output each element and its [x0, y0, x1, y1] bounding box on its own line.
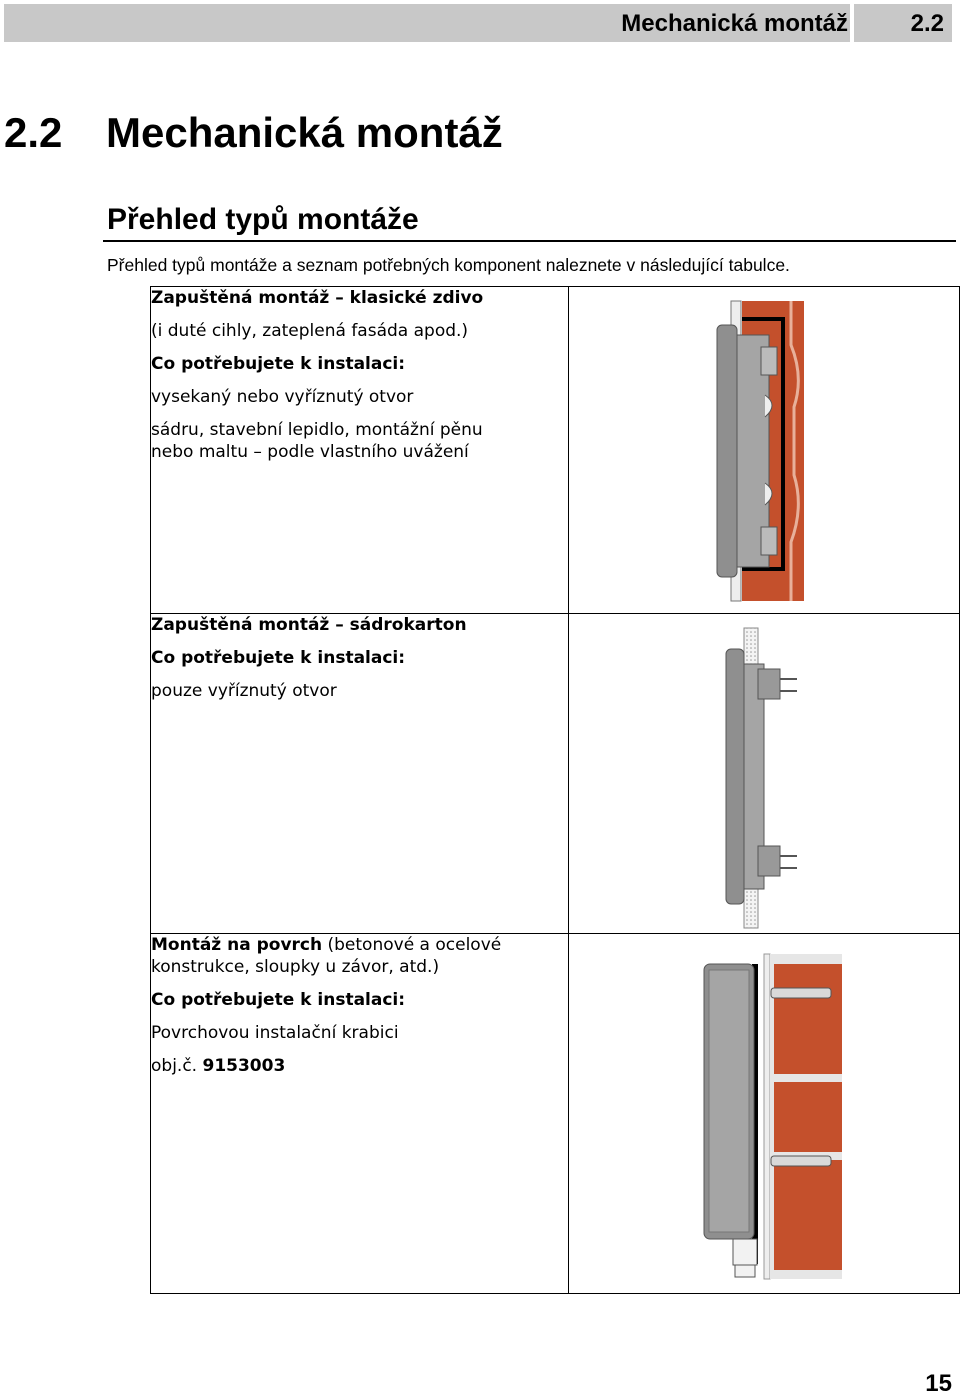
diagram-cell-drywall [569, 614, 960, 934]
order-number: 9153003 [202, 1056, 286, 1076]
header-section-number: 2.2 [910, 10, 944, 37]
table-row [151, 614, 960, 934]
flush-drywall-diagram [569, 614, 959, 932]
row-title: Zapuštěná montáž – klasické zdivo [151, 288, 484, 308]
requirement-item: sádru, stavební lepidlo, montážní pěnu [151, 420, 483, 440]
section-heading [4, 108, 503, 158]
subheading: Přehled typů montáže [107, 203, 419, 236]
section-title: Mechanická montáž [106, 109, 503, 156]
row-title: Zapuštěná montáž – sádrokarton [151, 615, 467, 635]
row-title-line2: konstrukce, sloupky u závor, atd.) [151, 957, 440, 977]
row-subtitle: (i duté cihly, zateplená fasáda apod.) [151, 321, 469, 341]
subheading-rule [103, 240, 956, 242]
order-number-line [151, 1055, 568, 1077]
requirements-label: Co potřebujete k instalaci: [151, 648, 406, 668]
row-text-surface [151, 934, 569, 1294]
row-text-drywall [151, 614, 569, 934]
intro-text: Přehled typů montáže a seznam potřebných komponent naleznete v následující tabulce. [107, 255, 790, 275]
requirement-item: Povrchovou instalační krabici [151, 1023, 399, 1043]
row-text-brick [151, 287, 569, 614]
diagram-cell-brick [569, 287, 960, 614]
diagram-cell-surface [569, 934, 960, 1294]
surface-mount-diagram [569, 934, 959, 1292]
requirements-label: Co potřebujete k instalaci: [151, 354, 406, 374]
row-title [151, 934, 568, 956]
section-number: 2.2 [4, 109, 63, 156]
requirement-item: pouze vyříznutý otvor [151, 681, 337, 701]
page-number: 15 [925, 1370, 952, 1397]
table-row [151, 287, 960, 614]
requirement-item: vysekaný nebo vyříznutý otvor [151, 387, 414, 407]
flush-brick-diagram [569, 287, 959, 612]
row-title-bold: Montáž na povrch [151, 935, 323, 955]
requirement-item: nebo maltu – podle vlastního uvážení [151, 442, 469, 462]
mounting-types-table [150, 286, 960, 1294]
table-row [151, 934, 960, 1294]
order-number-prefix: obj.č. [151, 1056, 203, 1076]
row-title-rest: (betonové a ocelové [322, 935, 502, 955]
header-title: Mechanická montáž [621, 10, 848, 37]
requirements-label: Co potřebujete k instalaci: [151, 990, 406, 1010]
